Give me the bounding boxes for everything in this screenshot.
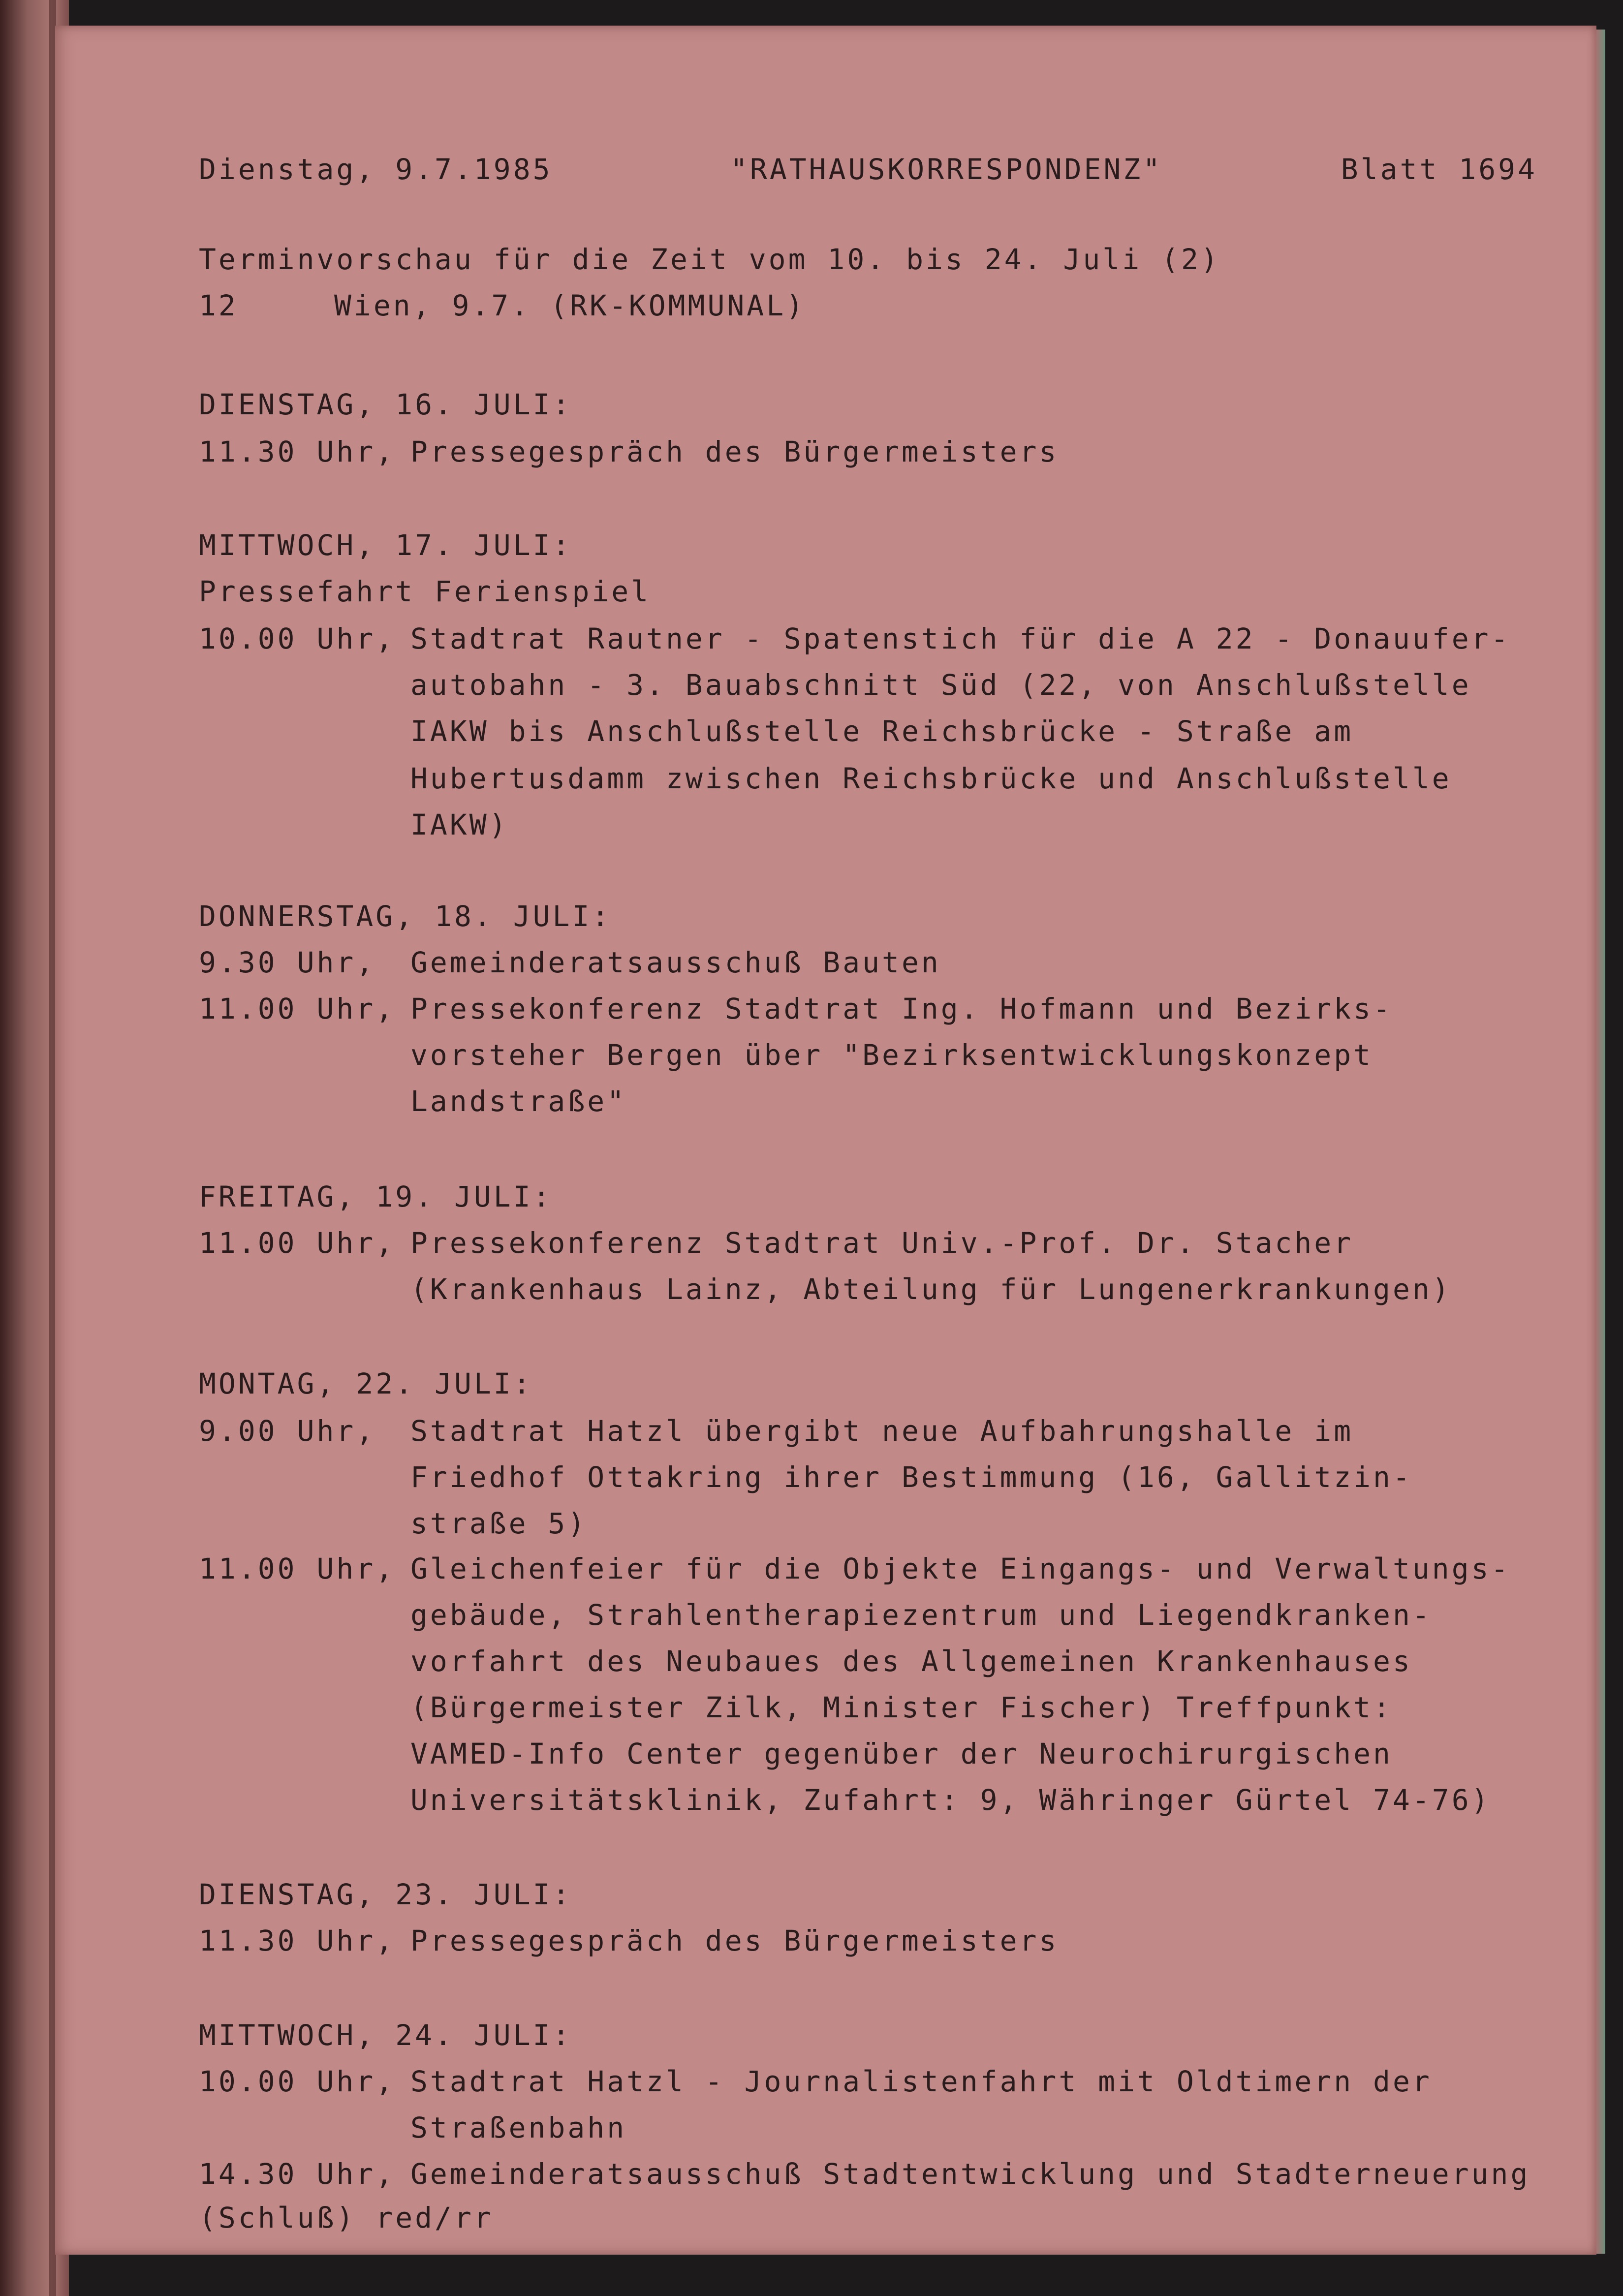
header-publication: "RATHAUSKORRESPONDENZ" xyxy=(730,153,1163,186)
entry-text: Gleichenfeier für die Objekte Eingangs- und Verwaltungs- xyxy=(410,1552,1511,1585)
entry-text: Friedhof Ottakring ihrer Bestimmung (16, Gallitzin- xyxy=(410,1460,1412,1494)
entry-text: autobahn - 3. Bauabschnitt Süd (22, von Anschlußstelle xyxy=(410,668,1471,702)
day-heading: MITTWOCH, 17. JULI: xyxy=(199,528,572,562)
item-number: 12 xyxy=(199,289,238,322)
entry-text: Stadtrat Rautner - Spatenstich für die A 22 - Donauufer- xyxy=(410,622,1511,655)
entry-time: 11.00 Uhr, xyxy=(199,992,396,1025)
entry-text: Pressekonferenz Stadtrat Univ.-Prof. Dr. Stacher xyxy=(410,1226,1354,1260)
entry-text: VAMED-Info Center gegenüber der Neurochirurgischen xyxy=(410,1737,1393,1770)
entry-text: vorfahrt des Neubaues des Allgemeinen Krankenhauses xyxy=(410,1644,1412,1678)
entry-text: Pressegespräch des Bürgermeisters xyxy=(410,1924,1059,1957)
entry-time: 11.30 Uhr, xyxy=(199,1924,396,1957)
dateline: Wien, 9.7. (RK-KOMMUNAL) xyxy=(334,289,806,322)
day-heading: MONTAG, 22. JULI: xyxy=(199,1367,533,1400)
page-edge xyxy=(1596,30,1605,2254)
day-heading: FREITAG, 19. JULI: xyxy=(199,1180,553,1213)
entry-time: 11.00 Uhr, xyxy=(199,1226,396,1260)
entry-text: Stadtrat Hatzl - Journalistenfahrt mit Oldtimern der xyxy=(410,2065,1432,2098)
entry-time: 10.00 Uhr, xyxy=(199,2065,396,2098)
document-title: Terminvorschau für die Zeit vom 10. bis 24. Juli (2) xyxy=(199,243,1220,276)
entry-text: (Bürgermeister Zilk, Minister Fischer) Treffpunkt: xyxy=(410,1691,1393,1724)
entry-text: Gemeinderatsausschuß Stadtentwicklung und Stadterneuerung xyxy=(410,2157,1530,2191)
document-page xyxy=(55,26,1596,2255)
header-date: Dienstag, 9.7.1985 xyxy=(199,153,553,186)
entry-text: IAKW bis Anschlußstelle Reichsbrücke - Straße am xyxy=(410,714,1354,748)
entry-text: Stadtrat Hatzl übergibt neue Aufbahrungshalle im xyxy=(410,1414,1354,1448)
entry-time: 14.30 Uhr, xyxy=(199,2157,396,2191)
entry-text: Hubertusdamm zwischen Reichsbrücke und Anschlußstelle xyxy=(410,762,1452,795)
entry-text: Universitätsklinik, Zufahrt: 9, Währinger Gürtel 74-76) xyxy=(410,1783,1491,1817)
day-note: Pressefahrt Ferienspiel xyxy=(199,575,651,608)
entry-text: (Krankenhaus Lainz, Abteilung für Lungenerkrankungen) xyxy=(410,1272,1452,1306)
entry-text: vorsteher Bergen über "Bezirksentwicklungskonzept xyxy=(410,1038,1373,1072)
entry-text: IAKW) xyxy=(410,808,509,841)
entry-text: straße 5) xyxy=(410,1507,588,1540)
entry-time: 11.00 Uhr, xyxy=(199,1552,396,1585)
entry-text: gebäude, Strahlentherapiezentrum und Liegendkranken- xyxy=(410,1598,1432,1632)
entry-text: Landstraße" xyxy=(410,1085,627,1118)
closing-line: (Schluß) red/rr xyxy=(199,2201,494,2234)
entry-time: 9.00 Uhr, xyxy=(199,1414,376,1448)
day-heading: MITTWOCH, 24. JULI: xyxy=(199,2018,572,2052)
day-heading: DIENSTAG, 23. JULI: xyxy=(199,1878,572,1911)
entry-text: Pressekonferenz Stadtrat Ing. Hofmann und Bezirks- xyxy=(410,992,1393,1025)
entry-text: Pressegespräch des Bürgermeisters xyxy=(410,435,1059,468)
entry-text: Straßenbahn xyxy=(410,2111,627,2144)
entry-time: 9.30 Uhr, xyxy=(199,946,376,979)
entry-time: 11.30 Uhr, xyxy=(199,435,396,468)
entry-text: Gemeinderatsausschuß Bauten xyxy=(410,946,941,979)
header-page-number: Blatt 1694 xyxy=(1341,153,1537,186)
day-heading: DONNERSTAG, 18. JULI: xyxy=(199,900,612,933)
day-heading: DIENSTAG, 16. JULI: xyxy=(199,388,572,421)
entry-time: 10.00 Uhr, xyxy=(199,622,396,655)
